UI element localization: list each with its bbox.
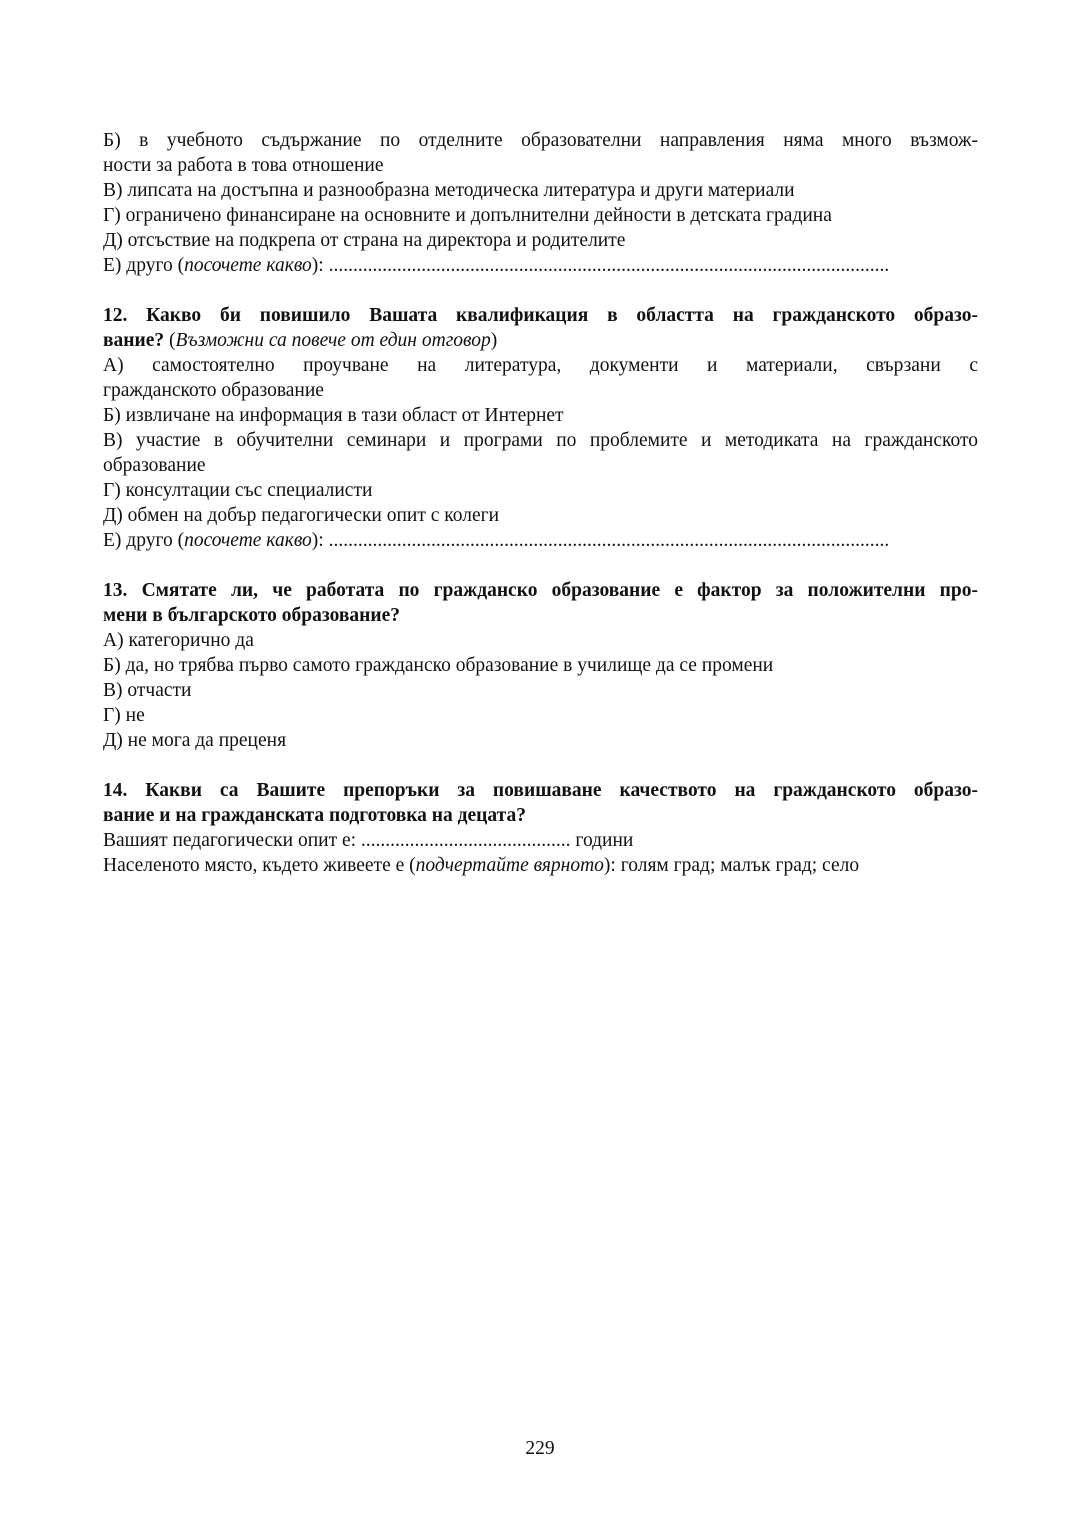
q12-option-e-prefix: Е) друго ( — [103, 530, 185, 551]
q12-note-open: ( — [164, 330, 176, 351]
q13-option-b: Б) да, но трябва първо самото гражданско образование в училище да се промени — [103, 655, 774, 676]
q13-option-a: А) категорично да — [103, 630, 254, 651]
q12-title-line2 — [103, 328, 978, 353]
q12 — [103, 303, 978, 553]
q11-option-v: В) липсата на достъпна и разнообразна методическа литература и други материали — [103, 180, 795, 201]
q13-title-line1: 13. Смятате ли, че работата по гражданско образование е фактор за положителни про- — [103, 580, 978, 601]
document-page — [103, 128, 978, 878]
q12-option-v-line1: В) участие в обучителни семинари и програми по проблемите и методиката на гражданското — [103, 430, 978, 451]
spacer — [103, 553, 978, 578]
q13 — [103, 578, 978, 753]
q14-title-line1: 14. Какви са Вашите препоръки за повишаване качеството на гражданското образо- — [103, 780, 978, 801]
q11-option-e — [103, 253, 978, 278]
q12-note-close: ) — [490, 330, 498, 351]
q12-title-line1: 12. Какво би повишило Вашата квалификация в областта на гражданското образо- — [103, 305, 978, 326]
q13-option-d: Д) не мога да преценя — [103, 730, 287, 751]
q12-option-b: Б) извличане на информация в тази област от Интернет — [103, 405, 564, 426]
q12-option-d: Д) обмен на добър педагогически опит с колеги — [103, 505, 500, 526]
q14-place-italic: подчертайте вярното — [415, 855, 604, 876]
q12-option-a-line1: А) самостоятелно проучване на литература, документи и материали, свързани с — [103, 355, 978, 376]
q14-place-prefix: Населеното място, където живеете е ( — [103, 855, 416, 876]
q12-option-e-suffix: ): ................................................................................................................... — [311, 530, 890, 551]
q12-option-a-line2: гражданското образование — [103, 380, 324, 401]
q14 — [103, 778, 978, 878]
q13-title-line2: мени в българското образование? — [103, 605, 401, 626]
q12-title-line2-bold: вание? — [103, 330, 165, 351]
q12-option-e — [103, 528, 978, 553]
q11-option-d: Д) отсъствие на подкрепа от страна на директора и родителите — [103, 230, 626, 251]
q11-option-e-suffix: ): ................................................................................................................... — [311, 255, 890, 276]
q14-place — [103, 853, 978, 878]
q13-option-g: Г) не — [103, 705, 145, 726]
q11-option-e-prefix: Е) друго ( — [103, 255, 185, 276]
q11-option-g: Г) ограничено финансиране на основните и допълнителни дейности в детската градина — [103, 205, 832, 226]
q12-option-e-italic: посочете какво — [184, 530, 312, 551]
q11-option-b-line1: Б) в учебното съдържание по отделните образователни направления няма много възмож- — [103, 130, 978, 151]
page-number: 229 — [525, 1438, 555, 1459]
q13-option-v: В) отчасти — [103, 680, 192, 701]
spacer — [103, 753, 978, 778]
q14-place-suffix: ): голям град; малък град; село — [603, 855, 860, 876]
q12-note-italic: Възможни са повече от един отговор — [175, 330, 491, 351]
q12-option-v-line2: образование — [103, 455, 206, 476]
q11-option-b-line2: ности за работа в това отношение — [103, 155, 384, 176]
q11-continuation — [103, 128, 978, 278]
q12-option-g: Г) консултации със специалисти — [103, 480, 373, 501]
q14-experience: Вашият педагогически опит е: ........................................... години — [103, 830, 634, 851]
q14-title-line2: вание и на гражданската подготовка на децата? — [103, 805, 526, 826]
spacer — [103, 278, 978, 303]
q11-option-e-italic: посочете какво — [184, 255, 312, 276]
